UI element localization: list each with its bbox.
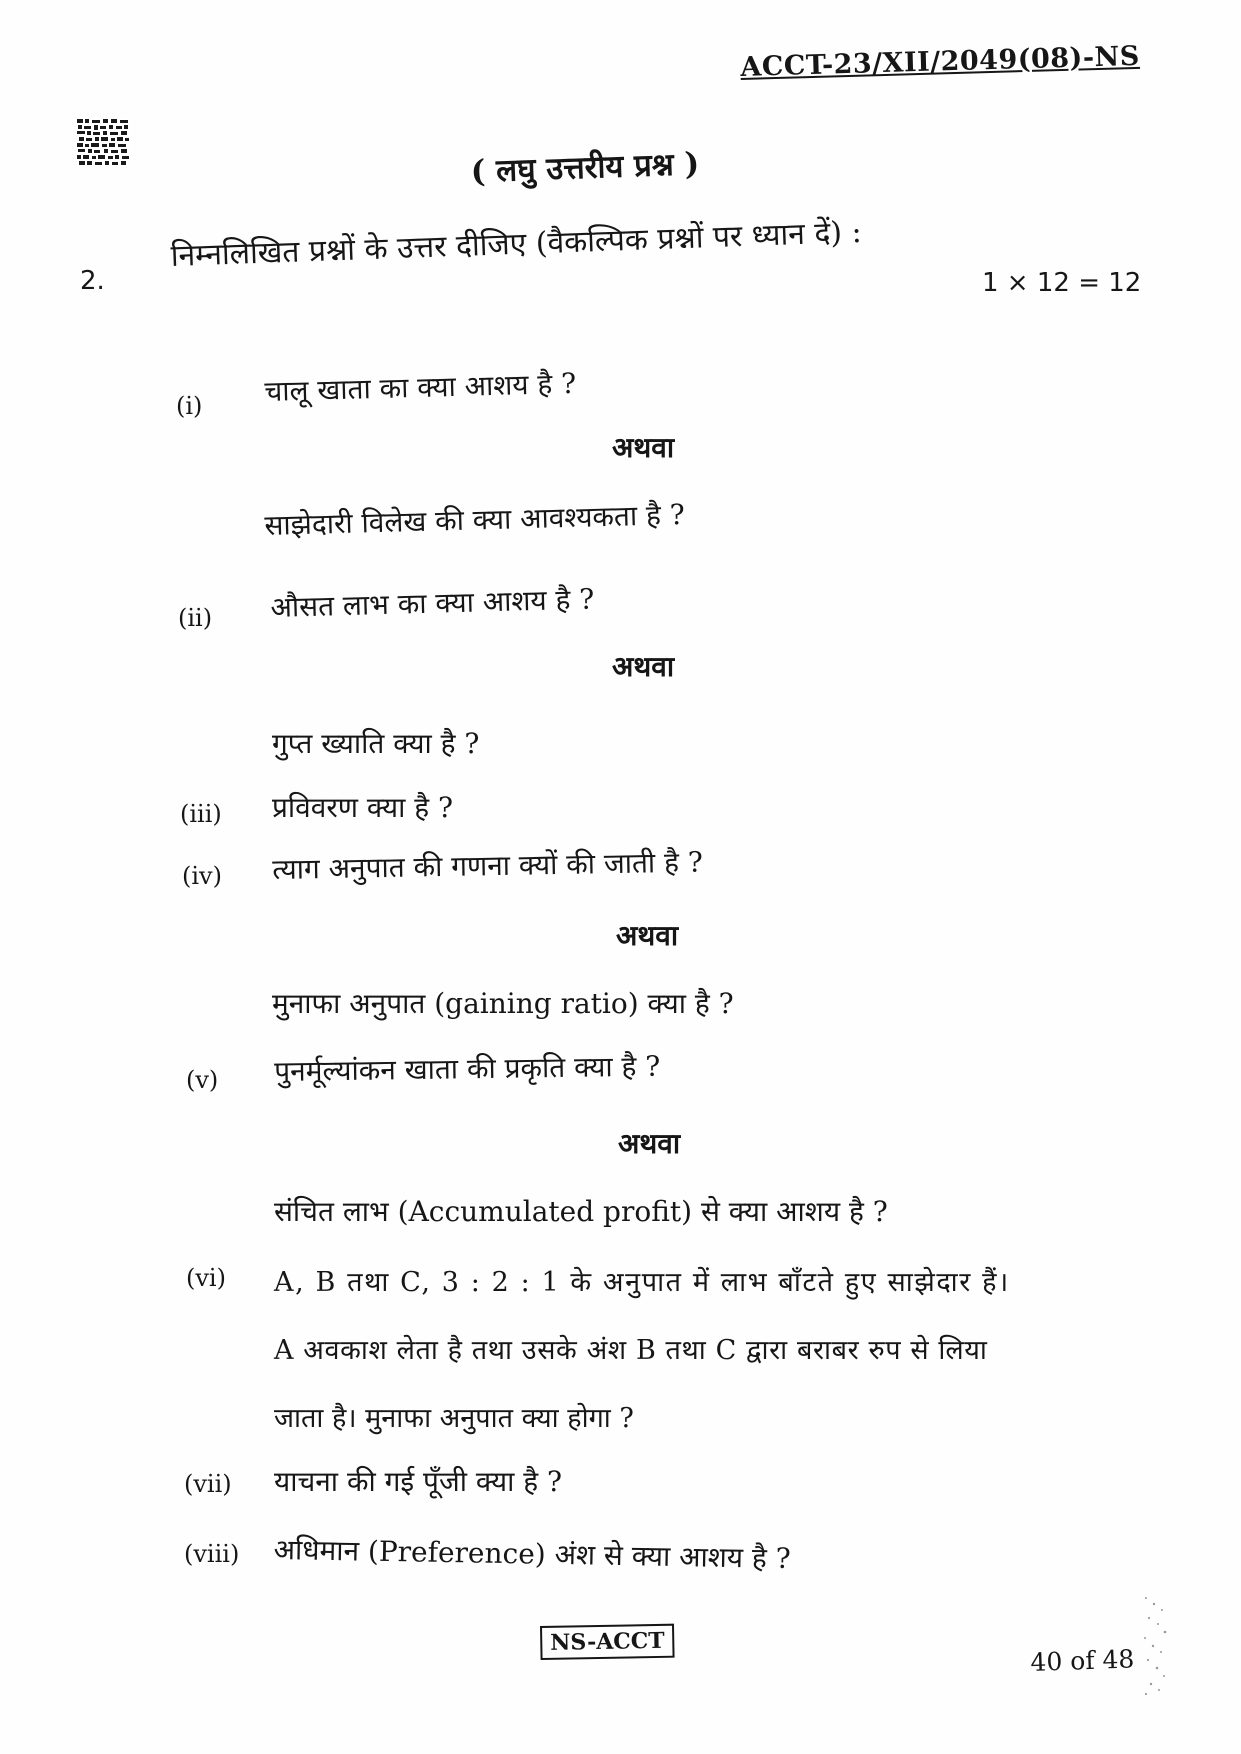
subq-text-v: पुनर्मूल्यांकन खाता की प्रकृति क्या है ? (274, 1049, 661, 1088)
subq-text-vi-line1: A, B तथा C, 3 : 2 : 1 के अनुपात में लाभ बाँटते हुए साझेदार हैं। (274, 1267, 1010, 1298)
subq-alt-iv: मुनाफा अनुपात (gaining ratio) क्या है ? (272, 987, 734, 1020)
subq-label-i: (i) (176, 392, 203, 420)
subq-text-ii: औसत लाभ का क्या आशय है ? (270, 582, 595, 624)
subq-label-v: (v) (186, 1066, 219, 1094)
subq-label-viii: (viii) (184, 1540, 240, 1568)
or-label-iv: अथवा (616, 919, 679, 952)
question-marks: 1 × 12 = 12 (982, 268, 1142, 298)
subq-text-iii: प्रविवरण क्या है ? (272, 791, 454, 824)
subq-text-viii: अधिमान (Preference) अंश से क्या आशय है ? (273, 1532, 792, 1576)
qr-code-icon (76, 118, 130, 166)
subq-alt-i: साझेदारी विलेख की क्या आवश्यकता है ? (264, 497, 686, 542)
subq-alt-v: संचित लाभ (Accumulated profit) से क्या आशय है ? (274, 1195, 888, 1228)
subq-text-vi-line2: A अवकाश लेता है तथा उसके अंश B तथा C द्वारा बराबर रुप से लिया (274, 1335, 988, 1366)
question-instruction: निम्नलिखित प्रश्नों के उत्तर दीजिए (वैकल्पिक प्रश्नों पर ध्यान दें) : (170, 214, 863, 274)
subq-text-vi-line3: जाता है। मुनाफा अनुपात क्या होगा ? (274, 1403, 634, 1434)
scan-noise-decoration (1140, 1590, 1170, 1700)
or-label-ii: अथवा (612, 650, 675, 683)
subq-label-iv: (iv) (182, 862, 222, 890)
page-number: 40 of 48 (1030, 1644, 1135, 1677)
subq-alt-ii: गुप्त ख्याति क्या है ? (272, 727, 480, 760)
subq-label-vi: (vi) (186, 1264, 226, 1292)
subq-text-i: चालू खाता का क्या आशय है ? (264, 366, 577, 408)
or-label-i: अथवा (612, 431, 675, 464)
subq-text-vii: याचना की गई पूँजी क्या है ? (274, 1465, 563, 1498)
subq-text-iv: त्याग अनुपात की गणना क्यों की जाती है ? (272, 845, 704, 886)
or-label-v: अथवा (618, 1127, 681, 1160)
question-number: 2. (80, 266, 105, 296)
footer-subject-code: NS-ACCT (540, 1624, 675, 1660)
subq-label-iii: (iii) (180, 800, 222, 828)
section-title: ( लघु उत्तरीय प्रश्न ) (470, 146, 700, 190)
subq-label-ii: (ii) (178, 604, 213, 632)
subq-label-vii: (vii) (184, 1470, 232, 1498)
paper-code: ACCT-23/XII/2049(08)-NS (740, 40, 1141, 83)
